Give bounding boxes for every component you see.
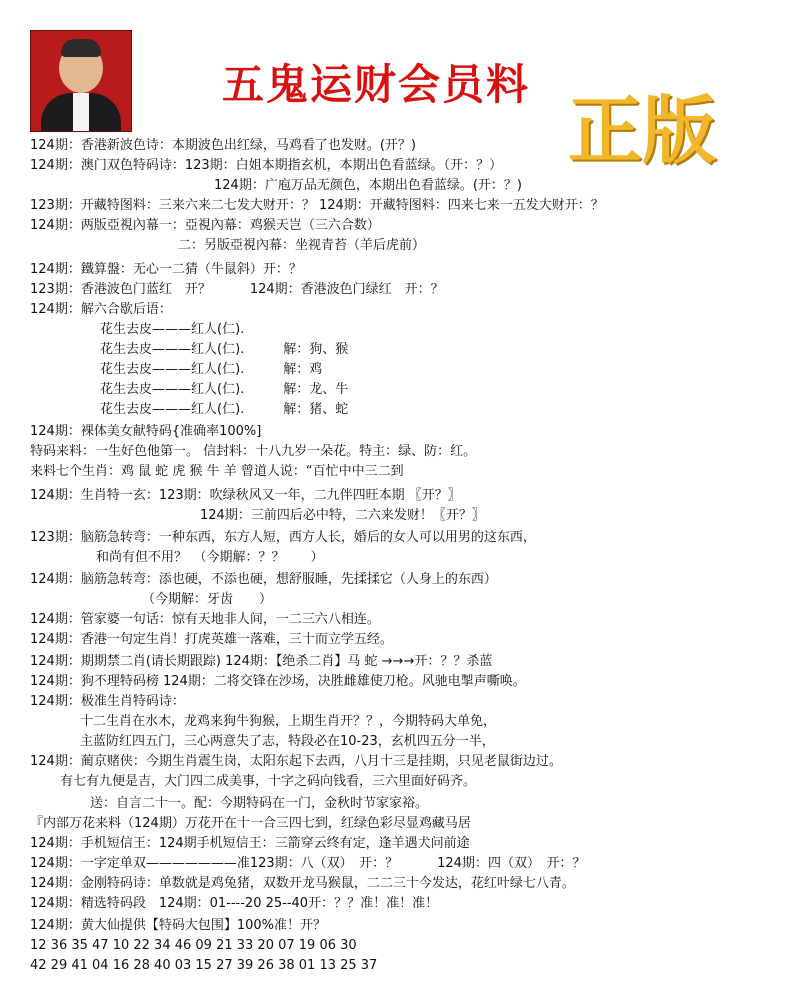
number-row: 12 36 35 47 10 22 34 46 09 21 33 20 07 19 06 30: [30, 938, 357, 953]
text-line: 124期：脑筋急转弯：添也硬，不添也硬，想舒服睡，先揉揉它（人身上的东西）: [30, 572, 497, 587]
text-line: 送：自言二十一。配：今期特码在一门，金秋时节家家裕。: [90, 796, 429, 811]
text-line: 124期：蔺京赌侠：今期生肖震生岗，太阳东起下去西，八月十三是挂期，只见老鼠街边过。: [30, 754, 562, 769]
text-line: 和尚有但不用？ （今期解：？？ ）: [96, 550, 324, 565]
text-line: 124期：黄大仙提供【特码大包围】100%准！开？: [30, 918, 326, 933]
page-title: 五鬼运财会员料: [222, 60, 531, 109]
text-line: 二：另版亞視內幕：坐视青苔（羊后虎前）: [178, 238, 426, 253]
text-line: 主蓝防红四五门，三心两意失了志，特段必在10-23，玄机四五分一半，: [80, 734, 495, 749]
text-line: 124期：狗不理特码榜 124期：二将交锋在沙场，决胜雌雄使刀枪。风驰电掣声嘶唤。: [30, 674, 526, 689]
text-line: 123期：香港波色门蓝红 开？ 124期：香港波色门绿红 开：？: [30, 282, 444, 297]
text-line: 有七有九便是吉，大门四二成美事，十字之码向钱看，三六里面好码齐。: [60, 774, 477, 789]
text-line: 124期：澳门双色特码诗：123期：白姐本期指玄机，本期出色看蓝绿。（开：？）: [30, 158, 503, 173]
text-line: 124期：生肖特一玄：123期：吹绿秋风又一年，二九伴四旺本期 〖开？〗: [30, 488, 461, 503]
text-line: 十二生肖在水木，龙鸡来狗牛狗猴，上期生肖开？？，今期特码大单免，: [80, 714, 497, 729]
text-line: 124期：极准生肖特码诗：: [30, 694, 185, 709]
text-line: 124期：鐵算盤：无心一二猜（牛鼠斜）开：？: [30, 262, 302, 277]
number-row: 42 29 41 04 16 28 40 03 15 27 39 26 38 01 13 25 37: [30, 958, 378, 973]
text-line: 124期：广庖万品无颜色，本期出色看蓝绿。(开：？): [214, 178, 522, 193]
authentic-stamp: 正版: [568, 88, 716, 174]
text-line: 特码来料：一生好色他第一。 信封料：十八九岁一朵花。特主：绿、防：红。: [30, 444, 477, 459]
text-line: 124期：手机短信王：124期手机短信王：三箭穿云终有定，逢羊遇犬问前途: [30, 836, 470, 851]
text-line: 124期：金刚特码诗：单数就是鸡兔猪，双数开龙马猴鼠，二二三十今发达，花红叶绿七八青。: [30, 876, 575, 891]
text-line: 124期：香港一句定生肖！打虎英雄一落难，三十而立学五经。: [30, 632, 393, 647]
text-line: 124期：三前四后必中特，二六来发财！〖开？〗: [200, 508, 485, 523]
text-line: 123期：脑筋急转弯：一种东西，东方人短，西方人长，婚后的女人可以用男的这东西，: [30, 530, 536, 545]
text-line: 124期：裸体美女献特码{准确率100%]: [30, 424, 262, 439]
portrait-hair: [61, 39, 101, 57]
text-line: 124期：精选特码段 124期：01----20 25--40开：？？准！准！准！: [30, 896, 439, 911]
text-line: 花生去皮———红人(仁). 解：狗、猴: [100, 342, 349, 357]
text-line: 124期：一字定单双———————准123期：八（双） 开：？ 124期：四（双） 开：？: [30, 856, 586, 871]
text-line: 123期：开藏特图料：三来六来二七发大财开：？ 124期：开藏特图料：四来七来一五发大财开：？: [30, 198, 604, 213]
portrait-shirt: [73, 93, 89, 131]
text-line: 花生去皮———红人(仁). 解：龙、牛: [100, 382, 349, 397]
text-line: 124期：管家婆一句话：惊有天地非人间，一二三六八相连。: [30, 612, 380, 627]
text-line: 124期：解六合歇后语：: [30, 302, 172, 317]
author-portrait-photo: [30, 30, 132, 132]
text-line: 124期：两版亞視內幕一：亞視內幕：鸡猴天岂（三六合数）: [30, 218, 380, 233]
text-line: 124期：期期禁二肖(请长期跟踪) 124期：【绝杀二肖】马 蛇 →→→开：？？杀蓝: [30, 654, 493, 669]
text-line: 来料七个生肖：鸡 鼠 蛇 虎 猴 牛 羊 曾道人说：“百忙中中三二到: [30, 464, 404, 479]
text-line: 花生去皮———红人(仁). 解：鸡: [100, 362, 323, 377]
text-line: 花生去皮———红人(仁). 解：猪、蛇: [100, 402, 349, 417]
text-line: （今期解：牙齿 ）: [142, 592, 273, 607]
text-line: 花生去皮———红人(仁).: [100, 322, 245, 337]
text-line: 『内部万花来料（124期）万花开在十一合三四七到，红绿色彩尽显鸡藏马居: [30, 816, 471, 831]
text-line: 124期：香港新波色诗：本期波色出红绿，马鸡看了也发财。(开？): [30, 138, 416, 153]
